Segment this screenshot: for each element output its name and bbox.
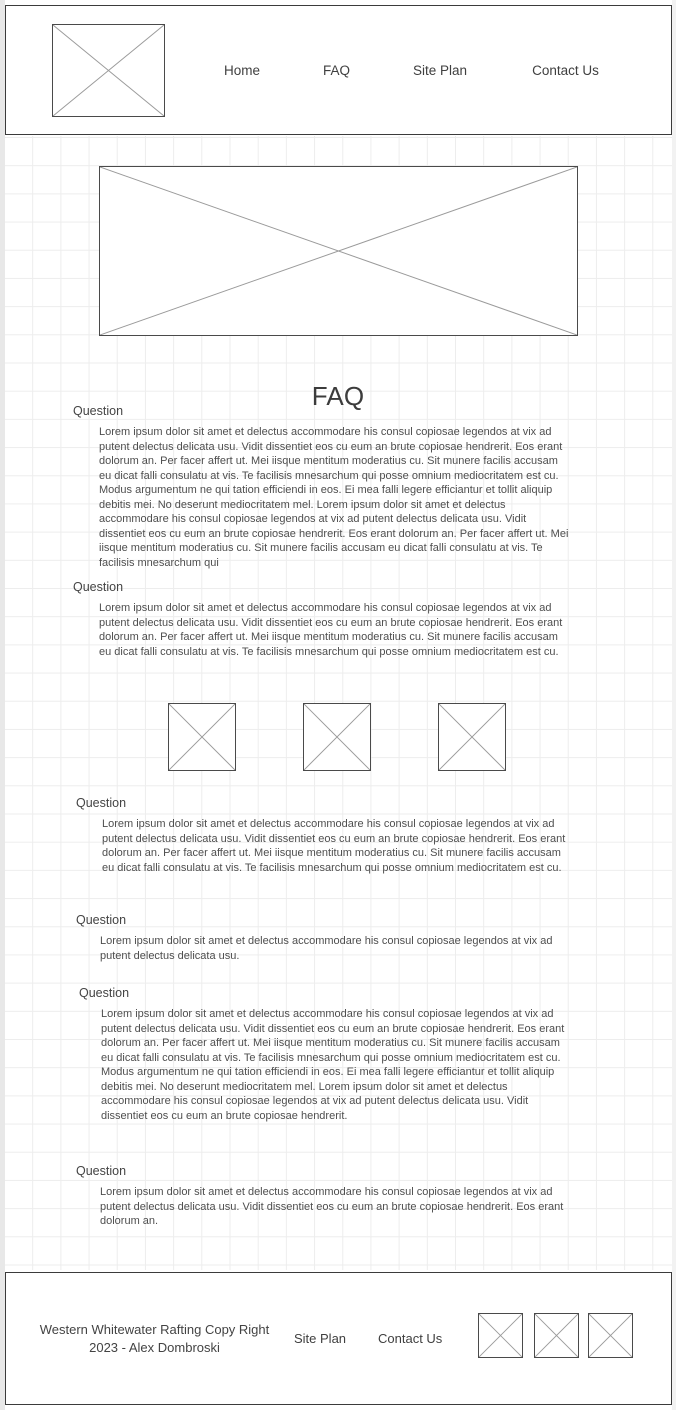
faq-answer: Lorem ipsum dolor sit amet et delectus accommodare his consul copiosae legendos at vix ad putent delectus delicata usu. Vidit dissentiet eos cu eum an brute copiosae hendrerit. Eos erant dolorum an. Per facer affert ut. Mei iisque mentitum moderatius cu. Sit munere facilis accusam eu dicat falli consulatu at vis. Te facilisis mnesarchum qui posse omnium mediocritatem est cu. (99, 602, 563, 658)
faq-item (73, 404, 573, 570)
nav-item-faq[interactable]: FAQ (323, 62, 351, 78)
faq-item (73, 580, 573, 659)
faq-item (76, 1164, 574, 1229)
left-gutter (0, 0, 5, 1410)
footer-link-contact-us[interactable]: Contact Us (378, 1331, 443, 1346)
page-title: FAQ (311, 381, 365, 412)
faq-item (76, 796, 576, 875)
placeholder-cross-icon (439, 704, 505, 770)
faq-answer: Lorem ipsum dolor sit amet et delectus accommodare his consul copiosae legendos at vix ad putent delectus delicata usu. Vidit dissentiet eos cu eum an brute copiosae hendrerit. Eos erant dolorum an. Per facer affert ut. Mei iisque mentitum moderatius cu. Sit munere facilis accusam eu dicat falli consulatu at vis. Te facilisis mnesarchum qui posse omnium mediocritatem est cu. Modus argumentum ne qui tation efficiendi in eos. Ei mea falli legere efficiantur et tollit aliquip debitis mei. No deserunt mediocritatem mel. Lorem ipsum dolor sit amet et delectus accommodare his consul copiosae legendos at vix ad putent delectus delicata usu. Vidit dissentiet eos cu eum an brute copiosae hendrerit. (101, 1008, 565, 1122)
faq-answer: Lorem ipsum dolor sit amet et delectus accommodare his consul copiosae legendos at vix ad putent delectus delicata usu. Vidit dissentiet eos cu eum an brute copiosae hendrerit. Eos erant dolorum an. (100, 1186, 564, 1227)
faq-item (79, 986, 575, 1123)
faq-question[interactable]: Question (76, 913, 127, 927)
placeholder-cross-icon (53, 25, 164, 116)
footer-social-icons (478, 1313, 633, 1359)
main-navigation (196, 6, 599, 134)
right-gutter (672, 0, 676, 1410)
logo-image-placeholder[interactable] (52, 24, 165, 117)
gallery-image-placeholder[interactable] (168, 703, 236, 771)
site-header (5, 5, 672, 135)
placeholder-cross-icon (589, 1314, 632, 1357)
footer-link-site-plan[interactable]: Site Plan (294, 1331, 347, 1346)
social-icon-placeholder[interactable] (534, 1313, 579, 1358)
image-gallery (168, 703, 508, 771)
faq-question[interactable]: Question (79, 986, 130, 1000)
placeholder-cross-icon (169, 704, 235, 770)
hero-image-placeholder (99, 166, 578, 336)
faq-question[interactable]: Question (76, 796, 127, 810)
nav-item-contact-us[interactable]: Contact Us (532, 62, 599, 78)
faq-answer: Lorem ipsum dolor sit amet et delectus accommodare his consul copiosae legendos at vix ad putent delectus delicata usu. (100, 935, 553, 962)
gallery-image-placeholder[interactable] (438, 703, 506, 771)
site-footer (5, 1272, 672, 1405)
social-icon-placeholder[interactable] (588, 1313, 633, 1358)
social-icon-placeholder[interactable] (478, 1313, 523, 1358)
placeholder-cross-icon (479, 1314, 522, 1357)
footer-copyright-text: Western Whitewater Rafting Copy Right 2023 - Alex Dombroski (39, 1322, 270, 1355)
placeholder-cross-icon (535, 1314, 578, 1357)
faq-item (76, 913, 574, 963)
placeholder-cross-icon (100, 167, 577, 335)
faq-question[interactable]: Question (73, 404, 124, 418)
placeholder-cross-icon (304, 704, 370, 770)
faq-question[interactable]: Question (73, 580, 124, 594)
gallery-image-placeholder[interactable] (303, 703, 371, 771)
nav-item-home[interactable]: Home (224, 62, 261, 78)
faq-question[interactable]: Question (76, 1164, 127, 1178)
faq-answer: Lorem ipsum dolor sit amet et delectus accommodare his consul copiosae legendos at vix ad putent delectus delicata usu. Vidit dissentiet eos cu eum an brute copiosae hendrerit. Eos erant dolorum an. Per facer affert ut. Mei iisque mentitum moderatius cu. Sit munere facilis accusam eu dicat falli consulatu at vis. Te facilisis mnesarchum qui posse omnium mediocritatem est cu. (102, 818, 566, 874)
faq-answer: Lorem ipsum dolor sit amet et delectus accommodare his consul copiosae legendos at vix ad putent delectus delicata usu. Vidit dissentiet eos cu eum an brute copiosae hendrerit. Eos erant dolorum an. Per facer affert ut. Mei iisque mentitum moderatius cu. Sit munere facilis accusam eu dicat falli consulatu at vis. Te facilisis mnesarchum qui posse omnium mediocritatem est cu. Modus argumentum ne qui tation efficiendi in eos. Ei mea falli legere efficiantur et tollit aliquip debitis mei. No deserunt mediocritatem mel. Lorem ipsum dolor sit amet et delectus accommodare his consul copiosae legendos at vix ad putent delectus delicata usu. Vidit dissentiet eos cu eum an brute copiosae hendrerit. Eos erant dolorum an. Per facer affert ut. Mei iisque mentitum moderatius cu. Sit munere facilis accusam eu dicat falli consulatu at vis. Te facilisis mnesarchum qui (99, 426, 569, 569)
nav-item-site-plan[interactable]: Site Plan (413, 62, 468, 78)
